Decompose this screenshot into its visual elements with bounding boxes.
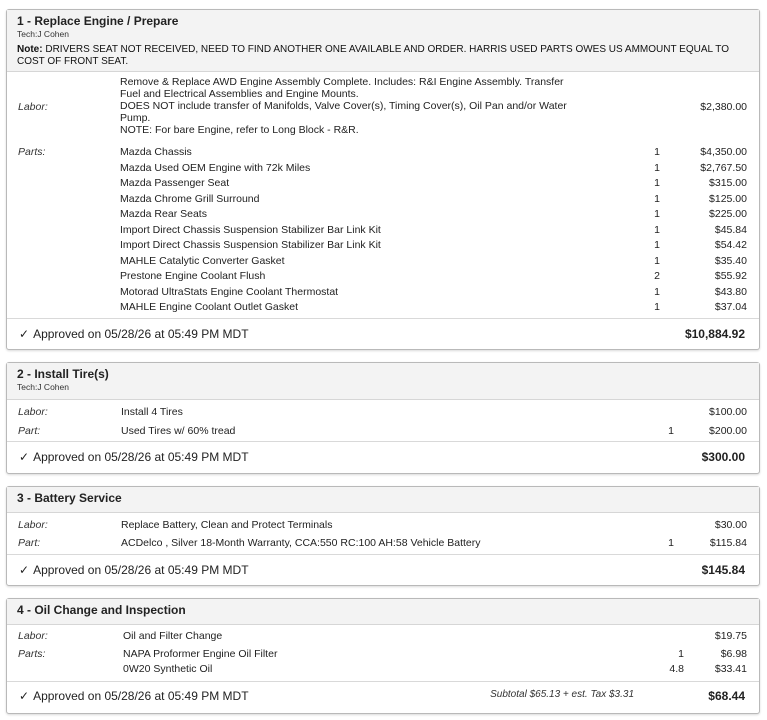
divider — [7, 441, 759, 442]
part-price: $45.84 — [714, 223, 747, 236]
part-name: Mazda Passenger Seat — [120, 177, 230, 189]
job-title: 1 - Replace Engine / Prepare — [17, 14, 179, 28]
job-total: $300.00 — [701, 450, 745, 464]
labor-description: Oil and Filter Change — [123, 630, 223, 642]
part-name: Used Tires w/ 60% tread — [121, 425, 236, 437]
check-icon: ✓ — [19, 450, 30, 464]
part-name: 0W20 Synthetic Oil — [123, 663, 213, 675]
labor-description: Replace Battery, Clean and Protect Terminals — [121, 519, 333, 531]
job-total: $10,884.92 — [684, 327, 745, 341]
part-name: Mazda Used OEM Engine with 72k Miles — [120, 161, 311, 174]
part-name: MAHLE Catalytic Converter Gasket — [120, 254, 285, 267]
part-price: $55.92 — [714, 270, 747, 282]
part-name: MAHLE Engine Coolant Outlet Gasket — [120, 301, 299, 313]
divider — [7, 554, 759, 555]
part-qty: 1 — [654, 239, 660, 251]
part-name: Import Direct Chassis Suspension Stabilizer Bar Link Kit — [120, 239, 381, 251]
labor-price: $100.00 — [709, 406, 747, 418]
part-qty: 1 — [654, 254, 660, 267]
part-price: $4,350.00 — [700, 146, 747, 158]
part-label: Part: — [18, 537, 41, 549]
part-name: Import Direct Chassis Suspension Stabilizer Bar Link Kit — [120, 223, 381, 236]
labor-price: $2,380.00 — [700, 101, 747, 113]
part-name: Mazda Chrome Grill Surround — [120, 192, 260, 205]
approved-status — [19, 450, 249, 464]
part-qty: 2 — [654, 270, 660, 282]
part-price: $2,767.50 — [700, 161, 747, 174]
job-total: $145.84 — [701, 563, 745, 577]
part-qty: 4.8 — [669, 663, 684, 675]
part-price: $54.42 — [714, 239, 747, 251]
tech-name: Tech:J Cohen — [17, 382, 69, 392]
part-price: $200.00 — [709, 425, 747, 437]
labor-label: Labor: — [18, 519, 48, 531]
note-label: Note: — [17, 44, 43, 55]
approved-status — [19, 327, 249, 341]
labor-price: $30.00 — [714, 519, 747, 531]
job-header — [7, 599, 759, 625]
part-name: Mazda Chassis — [120, 146, 192, 158]
check-icon: ✓ — [19, 689, 30, 703]
part-price: $6.98 — [720, 648, 747, 660]
part-price: $43.80 — [714, 285, 747, 298]
part-price: $33.41 — [714, 663, 747, 675]
approved-status — [19, 689, 249, 703]
part-qty: 1 — [654, 285, 660, 298]
labor-label: Labor: — [18, 406, 48, 418]
labor-line: NOTE: For bare Engine, refer to Long Block - R&R. — [120, 124, 359, 136]
divider — [7, 681, 759, 682]
part-qty: 1 — [654, 177, 660, 189]
labor-description — [120, 76, 570, 136]
job-title: 2 - Install Tire(s) — [17, 367, 109, 381]
part-name: Prestone Engine Coolant Flush — [120, 270, 266, 282]
subtotal-text: Subtotal $65.13 + est. Tax $3.31 — [490, 689, 634, 700]
part-name: NAPA Proformer Engine Oil Filter — [123, 648, 278, 660]
part-qty: 1 — [678, 648, 684, 660]
part-price: $125.00 — [709, 192, 747, 205]
check-icon: ✓ — [19, 327, 30, 341]
part-qty: 1 — [654, 146, 660, 158]
part-qty: 1 — [654, 192, 660, 205]
labor-label: Labor: — [18, 630, 48, 642]
labor-line: DOES NOT include transfer of Manifolds, Valve Cover(s), Timing Cover(s), Oil Pan and/or Water — [120, 100, 567, 112]
approved-text: Approved on 05/28/26 at 05:49 PM MDT — [33, 327, 249, 341]
part-price: $225.00 — [709, 208, 747, 220]
part-name: Motorad UltraStats Engine Coolant Thermostat — [120, 285, 339, 298]
job-card-2 — [6, 362, 760, 474]
part-qty: 1 — [654, 161, 660, 174]
job-title: 4 - Oil Change and Inspection — [17, 603, 186, 617]
labor-label: Labor: — [18, 101, 48, 113]
job-card-3 — [6, 486, 760, 586]
approved-text: Approved on 05/28/26 at 05:49 PM MDT — [33, 563, 249, 577]
job-header — [7, 10, 759, 72]
divider — [7, 318, 759, 319]
approved-text: Approved on 05/28/26 at 05:49 PM MDT — [33, 450, 249, 464]
part-qty: 1 — [668, 425, 674, 437]
part-qty: 1 — [654, 208, 660, 220]
part-price: $115.84 — [709, 537, 747, 549]
tech-name: Tech:J Cohen — [17, 29, 69, 39]
labor-price: $19.75 — [714, 630, 747, 642]
part-qty: 1 — [654, 301, 660, 313]
approved-text: Approved on 05/28/26 at 05:49 PM MDT — [33, 689, 249, 703]
part-price: $37.04 — [714, 301, 747, 313]
part-name: Mazda Rear Seats — [120, 208, 207, 220]
job-total: $68.44 — [708, 689, 745, 703]
job-header — [7, 363, 759, 400]
job-note — [17, 44, 749, 68]
labor-line: Fuel and Electrical Assemblies and Engine Mounts. — [120, 88, 359, 100]
labor-description: Install 4 Tires — [121, 406, 183, 418]
part-price: $35.40 — [714, 254, 747, 267]
part-qty: 1 — [668, 537, 674, 549]
check-icon: ✓ — [19, 563, 30, 577]
note-text: DRIVERS SEAT NOT RECEIVED, NEED TO FIND ANOTHER ONE AVAILABLE AND ORDER. HARRIS USED PARTS OWES US AMMOUNT EQUAL TO COST OF FRONT SEAT. — [17, 44, 730, 67]
part-name: ACDelco , Silver 18-Month Warranty, CCA:550 RC:100 AH:58 Vehicle Battery — [121, 537, 481, 549]
labor-line: Pump. — [120, 112, 151, 124]
approved-status — [19, 563, 249, 577]
parts-label: Parts: — [18, 146, 46, 158]
labor-line: Remove & Replace AWD Engine Assembly Complete. Includes: R&I Engine Assembly. Transfer — [120, 76, 564, 88]
job-header — [7, 487, 759, 513]
job-card-1 — [6, 9, 760, 350]
job-title: 3 - Battery Service — [17, 491, 122, 505]
job-card-4 — [6, 598, 760, 714]
part-label: Part: — [18, 425, 41, 437]
parts-label: Parts: — [18, 648, 46, 660]
part-qty: 1 — [654, 223, 660, 236]
part-price: $315.00 — [709, 177, 747, 189]
